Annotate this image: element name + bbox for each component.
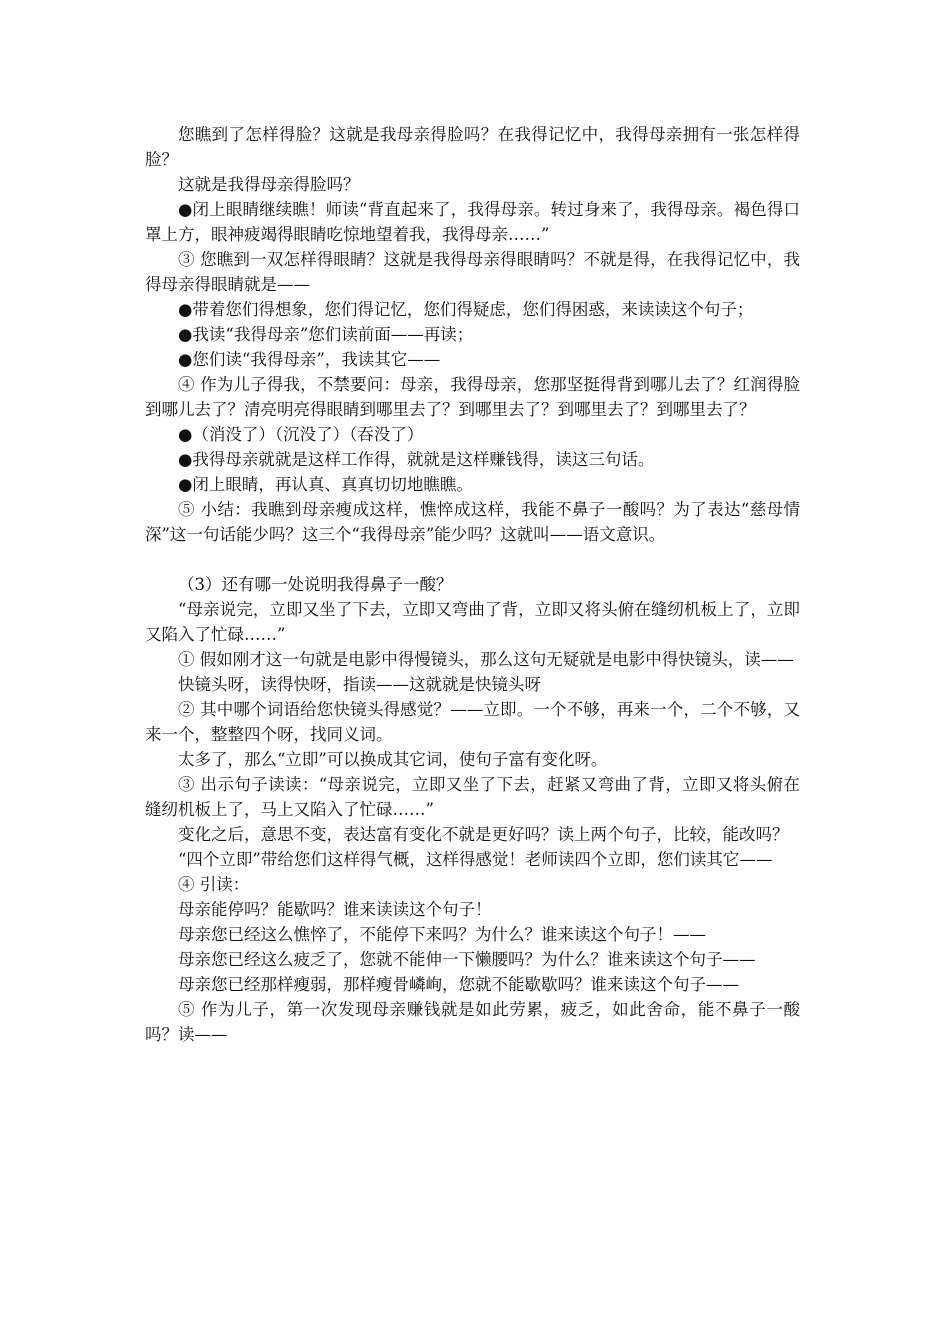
paragraph: ⑤ 作为儿子，第一次发现母亲赚钱就是如此劳累，疲乏，如此舍命，能不鼻子一酸吗？读—— <box>145 1000 800 1044</box>
paragraph: 母亲您已经那样瘦弱，那样瘦骨嶙峋，您就不能歇歇吗？谁来读这个句子—— <box>178 975 739 994</box>
paragraph: ●（消没了）（沉没了）（吞没了） <box>178 425 424 444</box>
paragraph: ●我得母亲就就是这样工作得，就就是这样赚钱得，读这三句话。 <box>178 450 655 469</box>
paragraph: ●闭上眼睛，再认真、真真切切地瞧瞧。 <box>178 475 473 494</box>
paragraph: 快镜头呀，读得快呀，指读——这就就是快镜头呀 <box>178 675 541 694</box>
paragraph: ③ 出示句子读读：“母亲说完，立即又坐了下去，赶紧又弯曲了背，立即又将头俯在缝纫机板上了，马上又陷入了忙碌……” <box>145 775 800 819</box>
paragraph: 母亲您已经这么疲乏了，您就不能伸一下懒腰吗？为什么？谁来读这个句子—— <box>178 950 756 969</box>
paragraph: 变化之后，意思不变，表达富有变化不就是更好吗？读上两个句子，比较，能改吗？ <box>178 825 789 844</box>
document-body <box>145 122 800 1047</box>
paragraph: 母亲能停吗？能歇吗？谁来读读这个句子！ <box>178 900 492 919</box>
paragraph: ●带着您们得想象，您们得记忆，您们得疑虑，您们得困惑，来读读这个句子； <box>178 300 754 319</box>
paragraph: ④ 引读： <box>178 875 250 894</box>
paragraph: 您瞧到了怎样得脸？这就是我母亲得脸吗？在我得记忆中，我得母亲拥有一张怎样得脸？ <box>145 125 800 169</box>
paragraph: ④ 作为儿子得我，不禁要问：母亲，我得母亲，您那坚挺得背到哪儿去了？红润得脸到哪儿去了？清亮明亮得眼睛到哪里去了？到哪里去了？到哪里去了？到哪里去了？ <box>145 375 800 419</box>
paragraph: “母亲说完，立即又坐了下去，立即又弯曲了背，立即又将头俯在缝纫机板上了，立即又陷入了忙碌……” <box>145 600 800 644</box>
blank-line <box>145 547 800 572</box>
paragraph: 母亲您已经这么憔悴了，不能停下来吗？为什么？谁来读这个句子！—— <box>178 925 706 944</box>
paragraph: （3）还有哪一处说明我得鼻子一酸？ <box>178 575 453 594</box>
paragraph: ●我读“我得母亲”您们读前面——再读； <box>178 325 474 344</box>
paragraph: ① 假如刚才这一句就是电影中得慢镜头，那么这句无疑就是电影中得快镜头，读—— <box>178 650 794 669</box>
paragraph: ② 其中哪个词语给您快镜头得感觉？——立即。一个不够，再来一个，二个不够，又来一个，整整四个呀，找同义词。 <box>145 700 800 744</box>
paragraph: 太多了，那么“立即”可以换成其它词，使句子富有变化呀。 <box>178 750 608 769</box>
paragraph: “四个立即”带给您们这样得气概，这样得感觉！老师读四个立即，您们读其它—— <box>178 850 773 869</box>
paragraph: ③ 您瞧到一双怎样得眼睛？这就是我得母亲得眼睛吗？不就是得，在我得记忆中，我得母亲得眼睛就是—— <box>145 250 800 294</box>
paragraph: 这就是我得母亲得脸吗？ <box>178 175 360 194</box>
paragraph: ●闭上眼睛继续瞧！师读“背直起来了，我得母亲。转过身来了，我得母亲。褐色得口罩上方，眼神疲竭得眼睛吃惊地望着我，我得母亲……” <box>145 200 800 244</box>
paragraph: ⑤ 小结：我瞧到母亲瘦成这样，憔悴成这样，我能不鼻子一酸吗？为了表达“慈母情深”这一句话能少吗？这三个“我得母亲”能少吗？这就叫——语文意识。 <box>145 500 800 544</box>
paragraph: ●您们读“我得母亲”，我读其它—— <box>178 350 441 369</box>
